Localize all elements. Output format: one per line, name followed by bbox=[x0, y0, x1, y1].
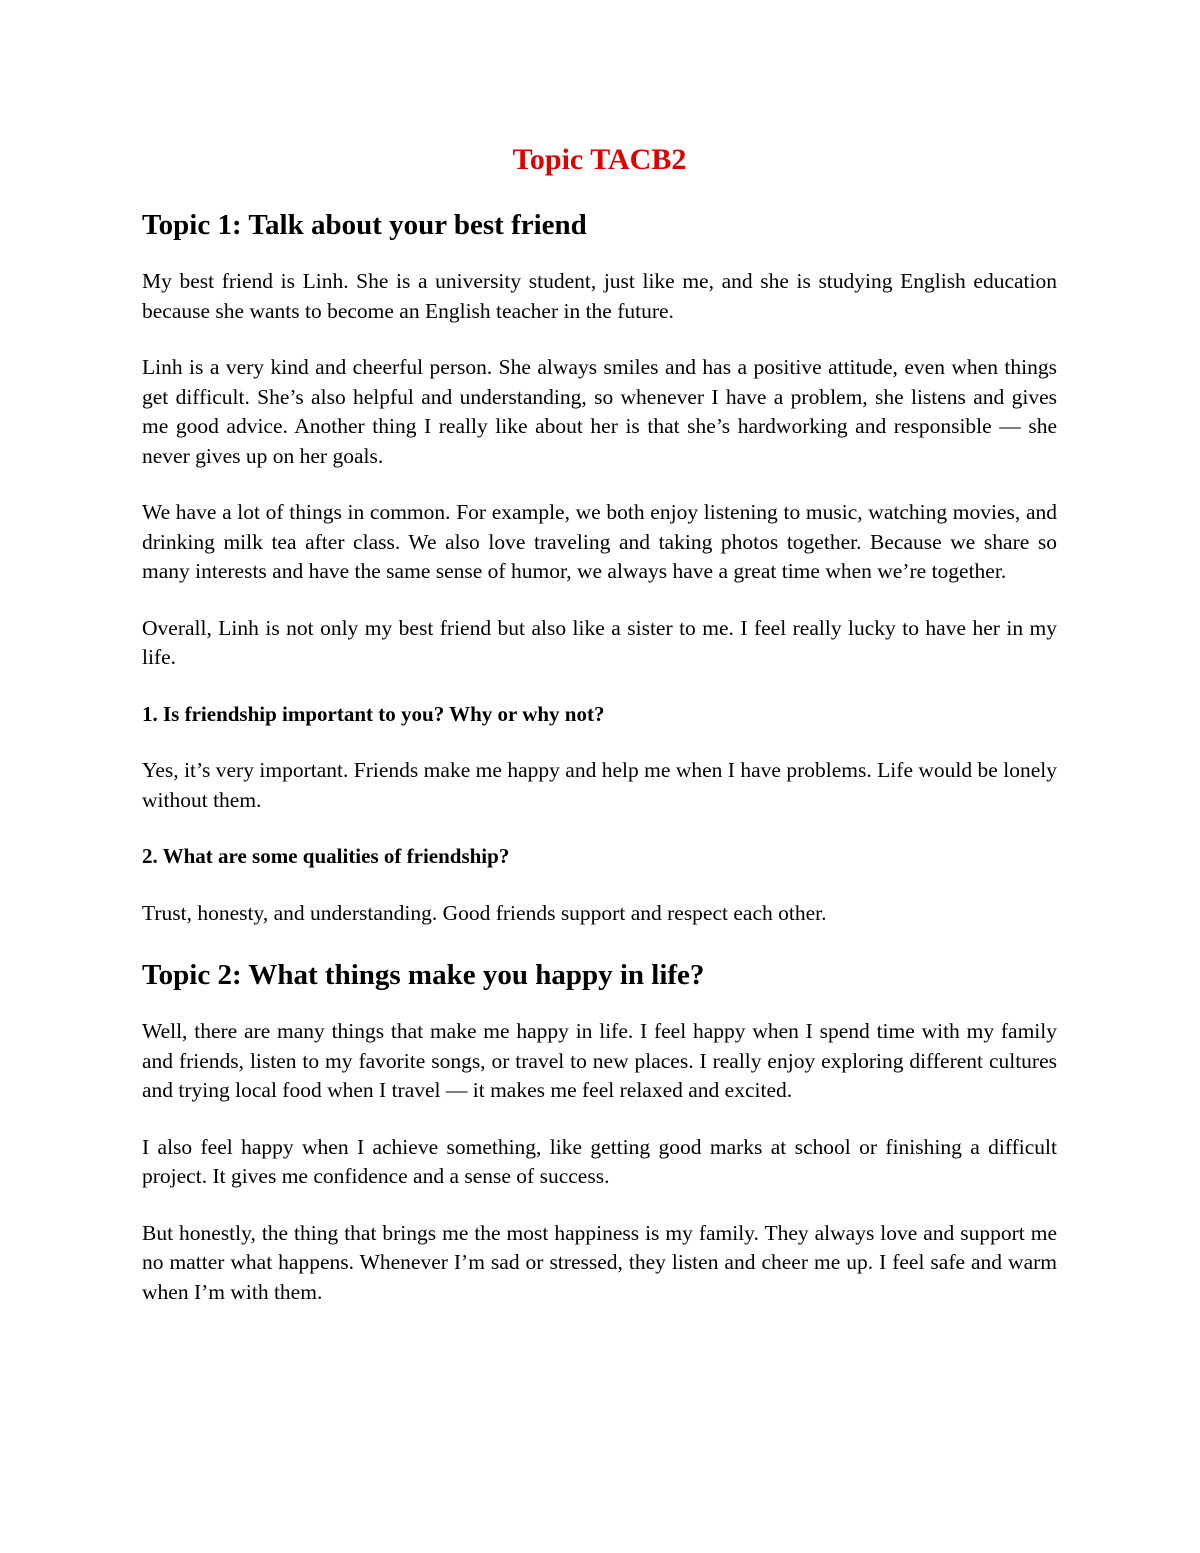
topic-2-paragraph: But honestly, the thing that brings me the most happiness is my family. They always love and support me no matter what happens. Whenever I’m sad or stressed, they listen and cheer me up. I feel safe and warm when I’m with them. bbox=[142, 1220, 1057, 1304]
topic-1-paragraph: My best friend is Linh. She is a university student, just like me, and she is studying English education because she wants to become an English teacher in the future. bbox=[142, 269, 1057, 323]
document-title: Topic TACB2 bbox=[512, 143, 687, 176]
answer-2: Trust, honesty, and understanding. Good friends support and respect each other. bbox=[142, 900, 827, 925]
topic-2-section bbox=[142, 955, 1057, 1307]
question-2: 2. What are some qualities of friendship? bbox=[142, 844, 510, 868]
topic-1-paragraph: Linh is a very kind and cheerful person. She always smiles and has a positive attitude, even when things get difficult. She’s also helpful and understanding, so whenever I have a problem, she listens and gives me good advice. Another thing I really like about her is that she’s hardworking and responsible — she never gives up on her goals. bbox=[142, 355, 1057, 468]
topic-2-heading: Topic 2: What things make you happy in life? bbox=[142, 959, 705, 991]
topic-2-paragraph: Well, there are many things that make me happy in life. I feel happy when I spend time with my family and friends, listen to my favorite songs, or travel to new places. I really enjoy exploring different cultures and trying local food when I travel — it makes me feel relaxed and excited. bbox=[142, 1019, 1057, 1102]
answer-1: Yes, it’s very important. Friends make me happy and help me when I have problems. Life would be lonely without them. bbox=[142, 758, 1057, 812]
topic-1-section bbox=[142, 205, 1057, 928]
topic-1-heading: Topic 1: Talk about your best friend bbox=[142, 209, 587, 241]
topic-1-paragraph: We have a lot of things in common. For example, we both enjoy listening to music, watching movies, and drinking milk tea after class. We also love traveling and taking photos together. Because we share so many interests and have the same sense of humor, we always have a great time when we’re together. bbox=[142, 500, 1057, 583]
topic-2-paragraph: I also feel happy when I achieve something, like getting good marks at school or finishing a difficult project. It gives me confidence and a sense of success. bbox=[142, 1134, 1057, 1188]
document-body bbox=[142, 140, 1057, 1334]
topic-1-paragraph: Overall, Linh is not only my best friend but also like a sister to me. I feel really lucky to have her in my life. bbox=[142, 615, 1057, 669]
question-1: 1. Is friendship important to you? Why or why not? bbox=[142, 701, 605, 726]
